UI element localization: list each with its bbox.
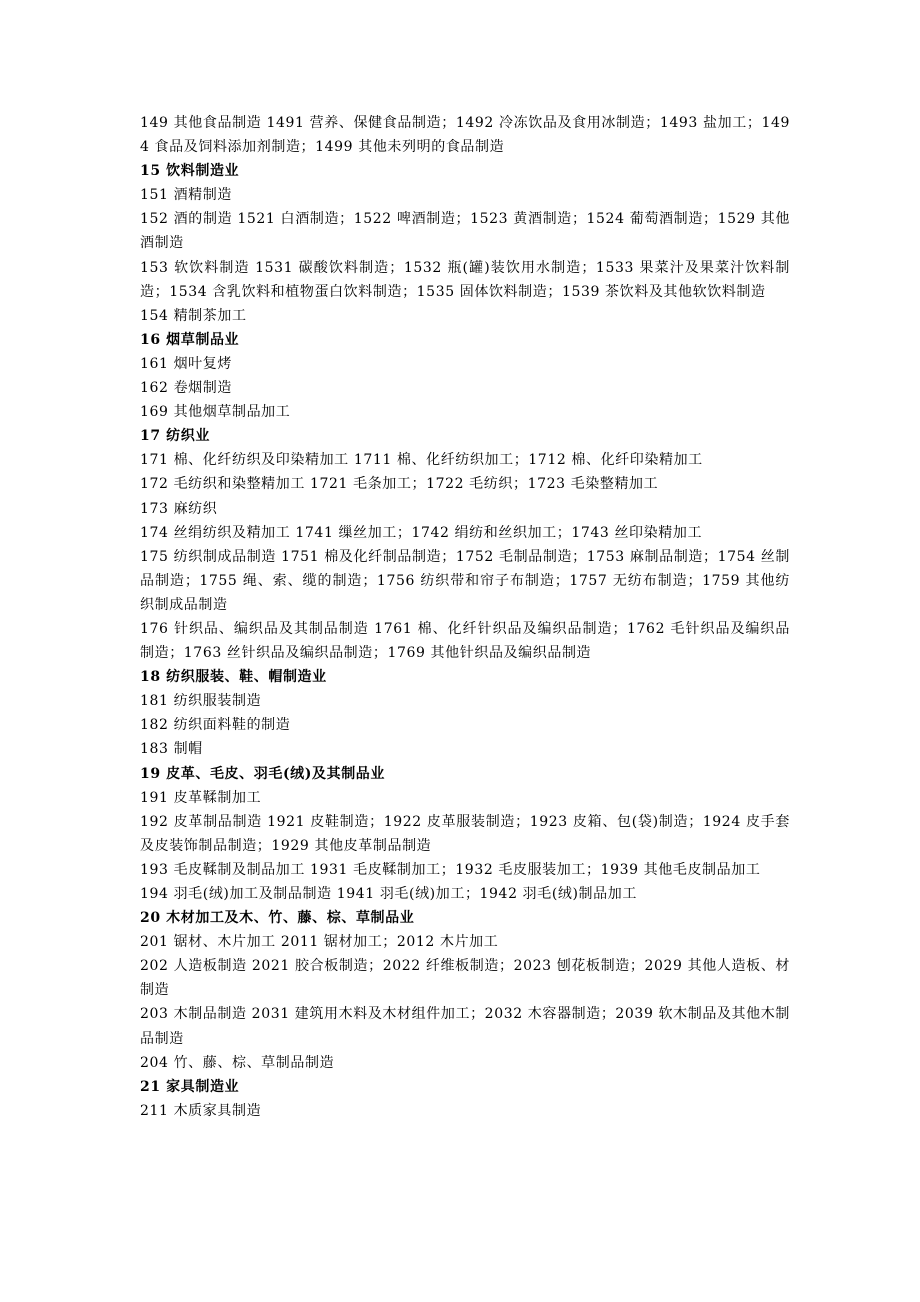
document-line: 193 毛皮鞣制及制品加工 1931 毛皮鞣制加工；1932 毛皮服装加工；1939 其他毛皮制品加工 [140, 861, 761, 878]
document-line: 162 卷烟制造 [140, 380, 232, 397]
document-line: 201 锯材、木片加工 2011 锯材加工；2012 木片加工 [140, 934, 499, 951]
document-line: 151 酒精制造 [140, 187, 232, 204]
document-line: 202 人造板制造 2021 胶合板制造；2022 纤维板制造；2023 刨花板制造；2029 其他人造板、材制造 [140, 958, 790, 999]
document-line: 154 精制茶加工 [140, 307, 247, 324]
document-line: 169 其他烟草制品加工 [140, 404, 291, 421]
document-line: 153 软饮料制造 1531 碳酸饮料制造；1532 瓶(罐)装饮用水制造；1533 果菜汁及果菜汁饮料制造；1534 含乳饮料和植物蛋白饮料制造；1535 固体饮料制造；1539 茶饮料及其他软饮料制造 [140, 259, 790, 300]
document-line: 203 木制品制造 2031 建筑用木料及木材组件加工；2032 木容器制造；2039 软木制品及其他木制品制造 [140, 1006, 790, 1047]
document-line: 171 棉、化纤纺织及印染精加工 1711 棉、化纤纺织加工；1712 棉、化纤印染精加工 [140, 452, 703, 469]
document-line: 176 针织品、编织品及其制品制造 1761 棉、化纤针织品及编织品制造；1762 毛针织品及编织品制造；1763 丝针织品及编织品制造；1769 其他针织品及编织品制造 [140, 620, 790, 662]
document-line: 174 丝绢纺织及精加工 1741 缫丝加工；1742 绢纺和丝织加工；1743 丝印染精加工 [140, 524, 703, 541]
document-line: 194 羽毛(绒)加工及制品制造 1941 羽毛(绒)加工；1942 羽毛(绒)制品加工 [140, 886, 637, 902]
document-line: 181 纺织服装制造 [140, 693, 262, 710]
section-heading: 16 烟草制品业 [140, 331, 240, 348]
section-heading: 18 纺织服装、鞋、帽制造业 [140, 669, 327, 686]
document-line: 191 皮革鞣制加工 [140, 789, 262, 806]
section-heading: 19 皮革、毛皮、羽毛(绒)及其制品业 [140, 765, 386, 782]
document-line: 183 制帽 [140, 741, 203, 758]
document-line: 211 木质家具制造 [140, 1102, 262, 1119]
section-heading: 20 木材加工及木、竹、藤、棕、草制品业 [140, 910, 415, 927]
document-body [140, 111, 790, 1123]
document-line: 173 麻纺织 [140, 500, 218, 517]
section-heading: 17 纺织业 [140, 428, 210, 445]
document-line: 149 其他食品制造 1491 营养、保健食品制造；1492 冷冻饮品及食用冰制造；1493 盐加工；1494 食品及饲料添加剂制造；1499 其他未列明的食品制造 [140, 115, 790, 156]
document-line: 192 皮革制品制造 1921 皮鞋制造；1922 皮革服装制造；1923 皮箱、包(袋)制造；1924 皮手套及皮装饰制品制造；1929 其他皮革制品制造 [140, 813, 790, 854]
document-line: 175 纺织制成品制造 1751 棉及化纤制品制造；1752 毛制品制造；1753 麻制品制造；1754 丝制品制造；1755 绳、索、缆的制造；1756 纺织带和帘子布制造；1757 无纺布制造；1759 其他纺织制成品制造 [140, 548, 790, 613]
document-line: 161 烟叶复烤 [140, 355, 232, 372]
section-heading: 15 饮料制造业 [140, 163, 240, 180]
document-line: 182 纺织面料鞋的制造 [140, 717, 291, 734]
section-heading: 21 家具制造业 [140, 1078, 240, 1095]
document-line: 172 毛纺织和染整精加工 1721 毛条加工；1722 毛纺织；1723 毛染整精加工 [140, 476, 659, 493]
document-line: 152 酒的制造 1521 白酒制造；1522 啤酒制造；1523 黄酒制造；1524 葡萄酒制造；1529 其他酒制造 [140, 211, 790, 252]
document-line: 204 竹、藤、棕、草制品制造 [140, 1054, 335, 1071]
